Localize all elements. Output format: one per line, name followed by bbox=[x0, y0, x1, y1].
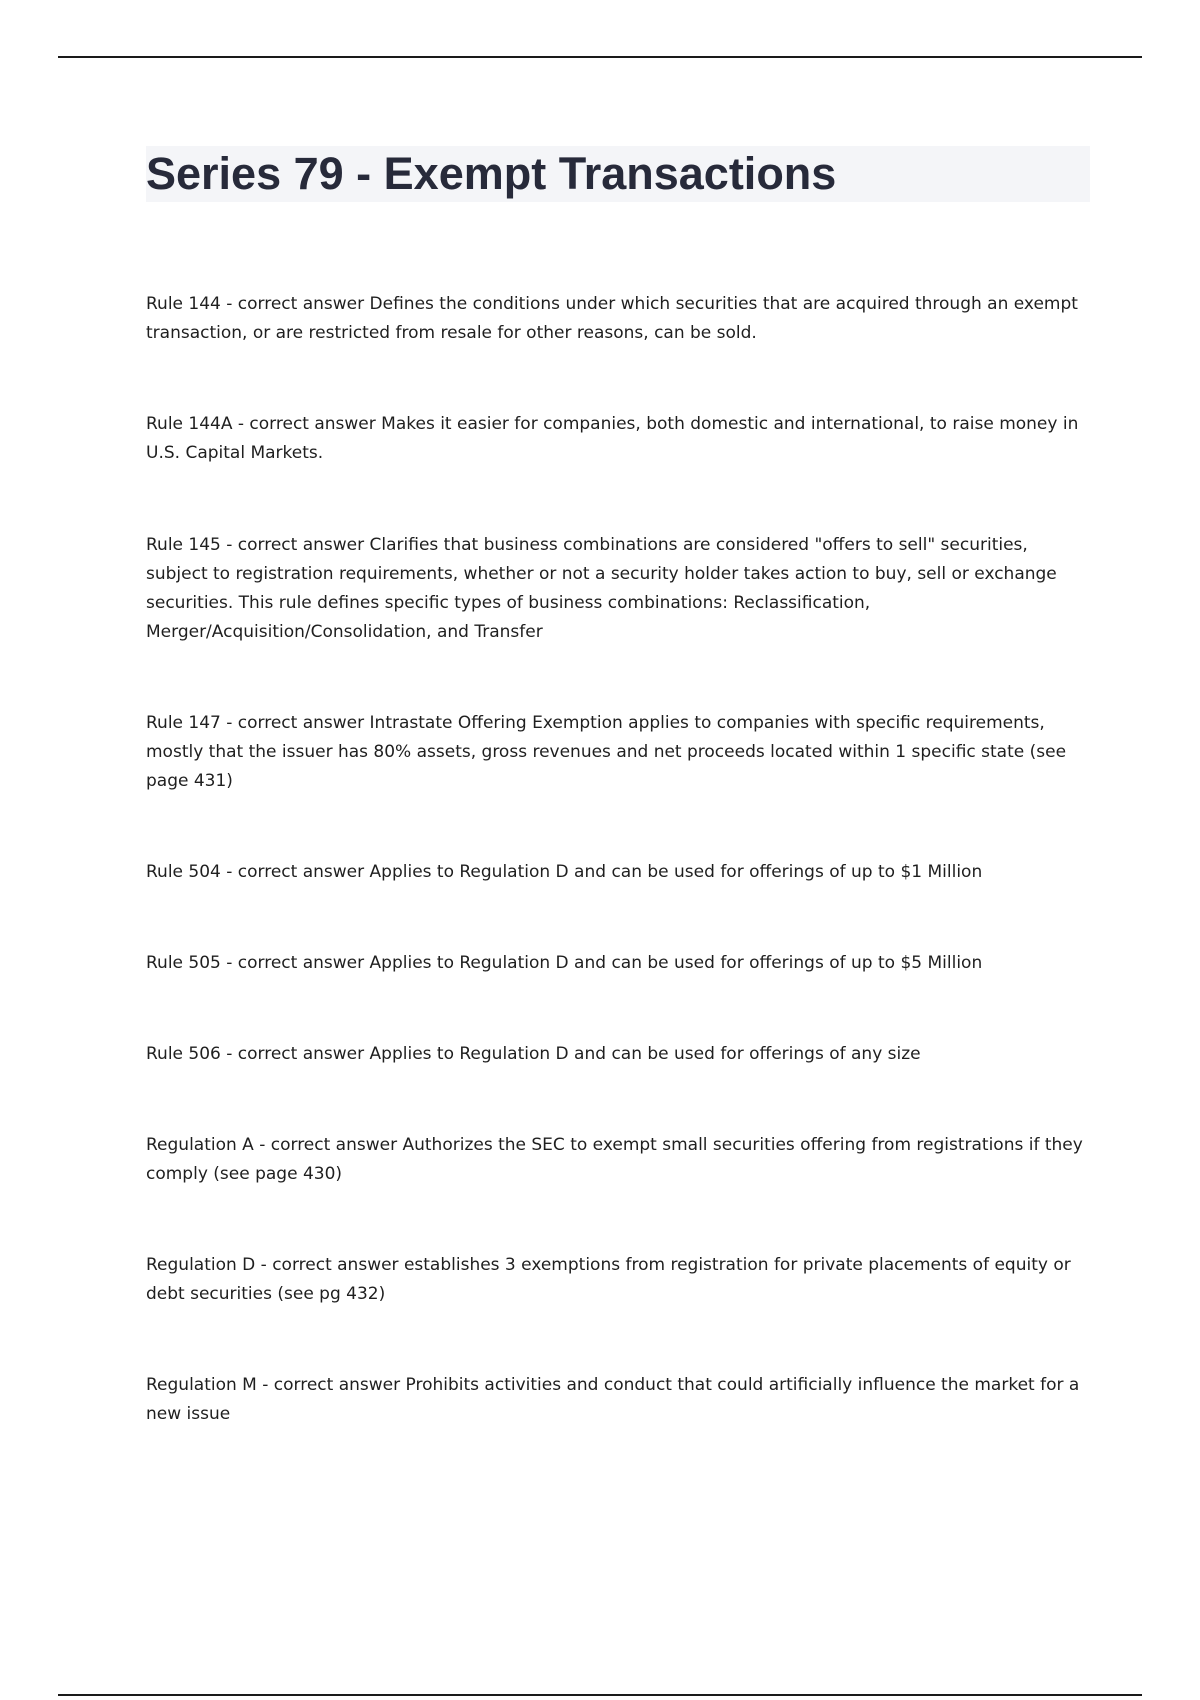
entry-rule-144: Rule 144 - correct answer Defines the conditions under which securities that are acquired through an exempt transaction, or are restricted from resale for other reasons, can be sold. bbox=[146, 294, 1078, 343]
entry-rule-144a: Rule 144A - correct answer Makes it easier for companies, both domestic and international, to raise money in U.S. Capital Markets. bbox=[146, 414, 1079, 463]
entry-regulation-m: Regulation M - correct answer Prohibits activities and conduct that could artificially influence the market for a new issue bbox=[146, 1375, 1080, 1424]
page-title: Series 79 - Exempt Transactions bbox=[146, 148, 837, 199]
entry-rule-504: Rule 504 - correct answer Applies to Regulation D and can be used for offerings of up to $1 Million bbox=[146, 862, 983, 882]
top-divider bbox=[58, 56, 1142, 58]
entry-regulation-d: Regulation D - correct answer establishes 3 exemptions from registration for private placements of equity or debt securities (see pg 432) bbox=[146, 1255, 1071, 1304]
bottom-divider bbox=[58, 1694, 1142, 1696]
entry-rule-505: Rule 505 - correct answer Applies to Regulation D and can be used for offerings of up to $5 Million bbox=[146, 953, 983, 973]
entry-rule-506: Rule 506 - correct answer Applies to Regulation D and can be used for offerings of any size bbox=[146, 1044, 921, 1064]
entry-rule-147: Rule 147 - correct answer Intrastate Offering Exemption applies to companies with specific requirements, mostly that the issuer has 80% assets, gross revenues and net proceeds located within 1 specific state (see page 431) bbox=[146, 713, 1067, 791]
entry-regulation-a: Regulation A - correct answer Authorizes the SEC to exempt small securities offering from registrations if they comply (see page 430) bbox=[146, 1135, 1083, 1184]
entry-rule-145: Rule 145 - correct answer Clarifies that business combinations are considered "offers to sell" securities, subject to registration requirements, whether or not a security holder takes action to buy, sell or exchange securities. This rule defines specific types of business combinations: Reclassification, Merger/Acquisition/Consolidation, and Transfer bbox=[146, 535, 1057, 642]
